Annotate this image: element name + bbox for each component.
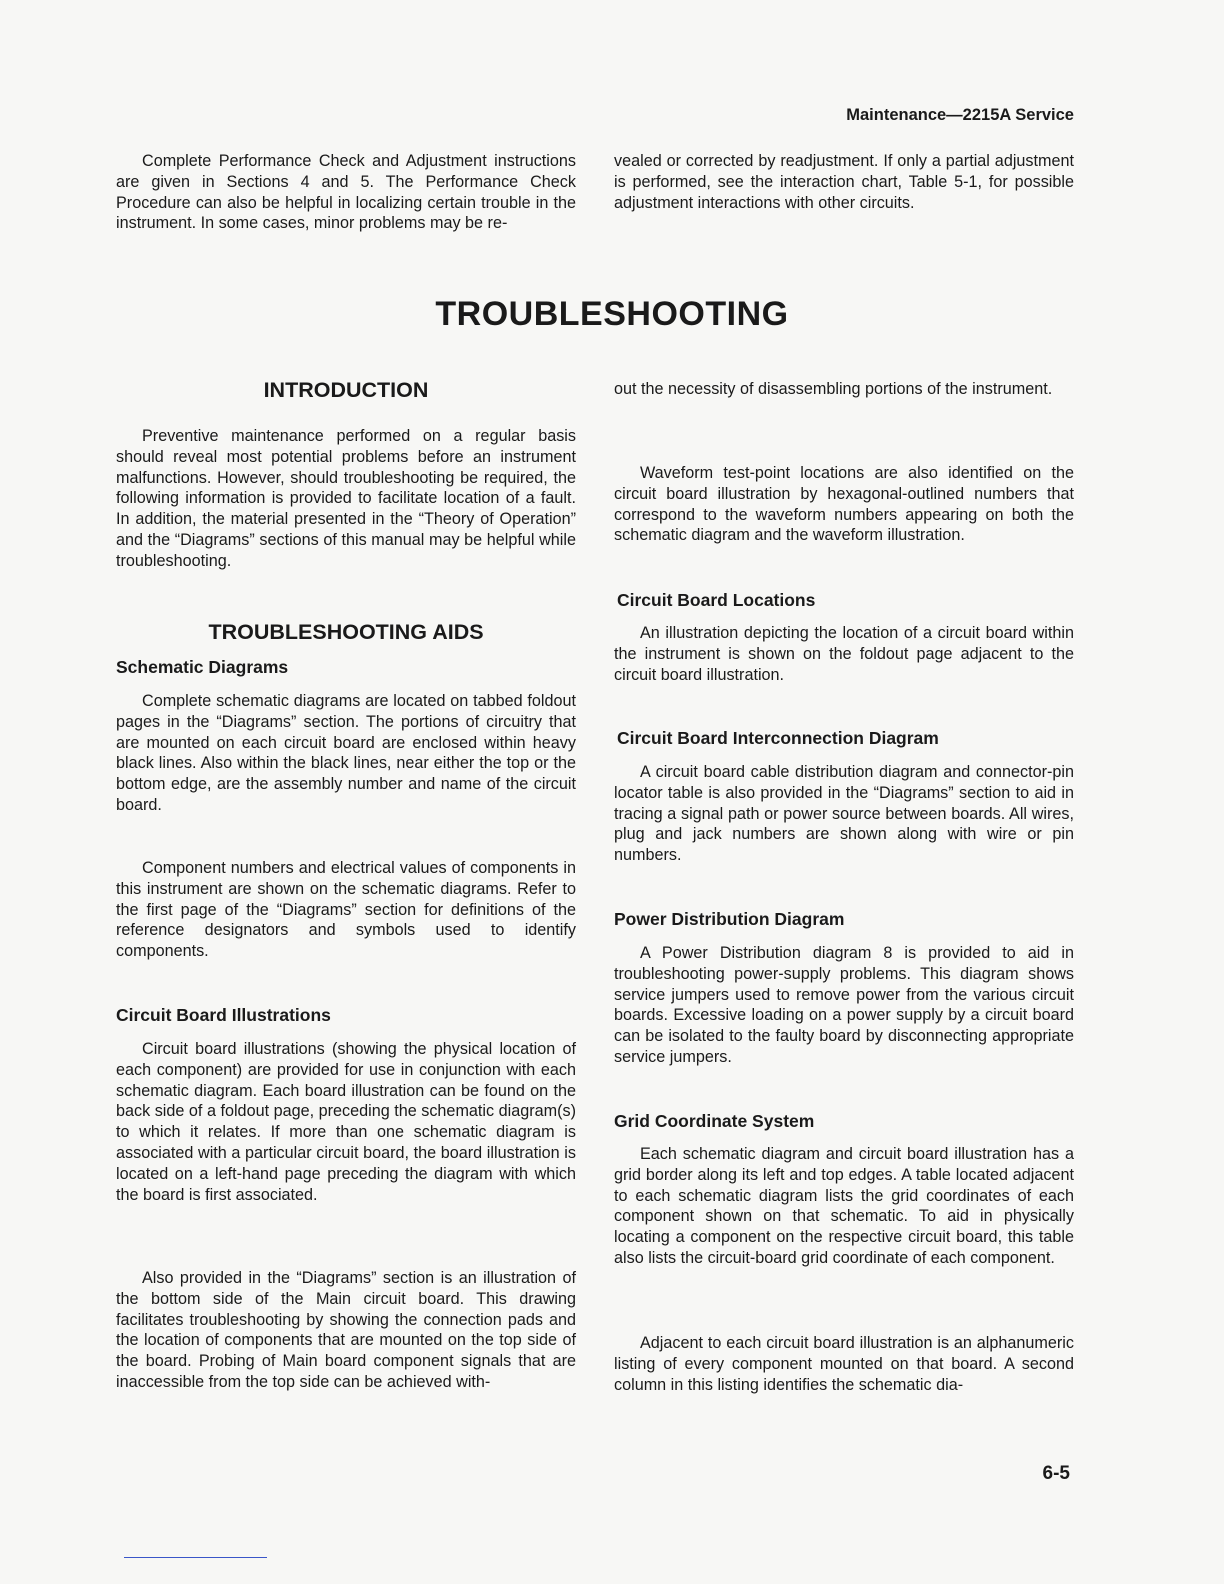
paragraph: out the necessity of disassembling portions of the instrument. bbox=[614, 380, 1053, 398]
grid-coordinate-heading: Grid Coordinate System bbox=[614, 1111, 815, 1131]
circuit-board-locations-heading: Circuit Board Locations bbox=[617, 590, 816, 610]
schematic-diagrams-text bbox=[116, 691, 576, 816]
waveform-text bbox=[614, 463, 1074, 546]
continued-text-right bbox=[614, 151, 1074, 213]
footer-line bbox=[124, 1557, 267, 1558]
paragraph: An illustration depicting the location of a circuit board within the instrument is shown on the foldout page adjacent to the circuit board illustration. bbox=[614, 624, 1074, 684]
schematic-diagrams-heading: Schematic Diagrams bbox=[116, 657, 289, 677]
power-distribution-heading: Power Distribution Diagram bbox=[614, 909, 845, 929]
circuit-board-illustrations-text bbox=[116, 1039, 576, 1205]
continued-text-left bbox=[116, 151, 576, 234]
introduction-heading: INTRODUCTION bbox=[263, 378, 429, 402]
paragraph: A circuit board cable distribution diagram and connector-pin locator table is also provided in the “Diagrams” section to aid in tracing a signal path or power source between boards. All wires, plug and jack numbers are shown along with wire or pin numbers. bbox=[614, 763, 1074, 865]
running-header: Maintenance—2215A Service bbox=[846, 106, 1074, 124]
page-title: TROUBLESHOOTING bbox=[435, 295, 789, 333]
circuit-board-illustrations-heading: Circuit Board Illustrations bbox=[116, 1005, 331, 1025]
introduction-text bbox=[116, 426, 576, 572]
paragraph: Each schematic diagram and circuit board illustration has a grid border along its left and top edges. A table located adjacent to each schematic diagram lists the grid coordinates of each component shown on that schematic. To aid in physically locating a component on the respective circuit board, this table also lists the circuit-board grid coordinate of each component. bbox=[614, 1145, 1074, 1267]
interconnection-diagram-text bbox=[614, 762, 1074, 866]
circuit-board-illustrations-text-2 bbox=[116, 1268, 576, 1393]
schematic-diagrams-text-2 bbox=[116, 858, 576, 962]
paragraph: Complete schematic diagrams are located on tabbed foldout pages in the “Diagrams” section. The portions of circuitry that are mounted on each circuit board are enclosed within heavy black lines. Also within the black lines, near either the top or the bottom edge, are the assembly number and name of the circuit board. bbox=[116, 692, 576, 814]
grid-coordinate-text-2 bbox=[614, 1333, 1074, 1395]
paragraph: Preventive maintenance performed on a regular basis should reveal most potential problems before an instrument malfunctions. However, should troubleshooting be required, the following information is provided to facilitate location of a fault. In addition, the material presented in the “Theory of Operation” and the “Diagrams” sections of this manual may be helpful while troubleshooting. bbox=[116, 427, 576, 570]
page-number: 6-5 bbox=[1042, 1463, 1070, 1484]
paragraph: Adjacent to each circuit board illustration is an alphanumeric listing of every component mounted on that board. A second column in this listing identifies the schematic dia- bbox=[614, 1334, 1074, 1394]
illustrations-continued-text bbox=[614, 379, 1074, 400]
grid-coordinate-text bbox=[614, 1144, 1074, 1269]
paragraph: Circuit board illustrations (showing the physical location of each component) are provided for use in conjunction with each schematic diagram. Each board illustration can be found on the back side of a foldout page, preceding the schematic diagram(s) to which it relates. If more than one schematic diagram is associated with a particular circuit board, the board illustration is located on a left-hand page preceding the diagram with which the board is first associated. bbox=[116, 1040, 576, 1204]
paragraph: Also provided in the “Diagrams” section is an illustration of the bottom side of the Main circuit board. This drawing facilitates troubleshooting by showing the connection pads and the location of components that are mounted on the top side of the board. Probing of Main board component signals that are inaccessible from the top side can be achieved with- bbox=[116, 1269, 576, 1391]
paragraph: vealed or corrected by readjustment. If only a partial adjustment is performed, see the interaction chart, Table 5-1, for possible adjustment interactions with other circuits. bbox=[614, 152, 1074, 212]
interconnection-diagram-heading: Circuit Board Interconnection Diagram bbox=[617, 728, 939, 748]
circuit-board-locations-text bbox=[614, 623, 1074, 685]
paragraph: Complete Performance Check and Adjustment instructions are given in Sections 4 and 5. The Performance Check Procedure can also be helpful in localizing certain trouble in the instrument. In some cases, minor problems may be re- bbox=[116, 152, 576, 233]
paragraph: Waveform test-point locations are also identified on the circuit board illustration by hexagonal-outlined numbers that correspond to the waveform numbers appearing on both the schematic diagram and the waveform illustration. bbox=[614, 464, 1074, 545]
paragraph: A Power Distribution diagram 8 is provided to aid in troubleshooting power-supply problems. This diagram shows service jumpers used to remove power from the various circuit boards. Excessive loading on a power supply by a circuit board can be isolated to the faulty board by disconnecting appropriate service jumpers. bbox=[614, 944, 1074, 1066]
paragraph: Component numbers and electrical values of components in this instrument are shown on the schematic diagrams. Refer to the first page of the “Diagrams” section for definitions of the reference designators and symbols used to identify components. bbox=[116, 859, 576, 961]
troubleshooting-aids-heading: TROUBLESHOOTING AIDS bbox=[208, 620, 484, 644]
power-distribution-text bbox=[614, 943, 1074, 1068]
